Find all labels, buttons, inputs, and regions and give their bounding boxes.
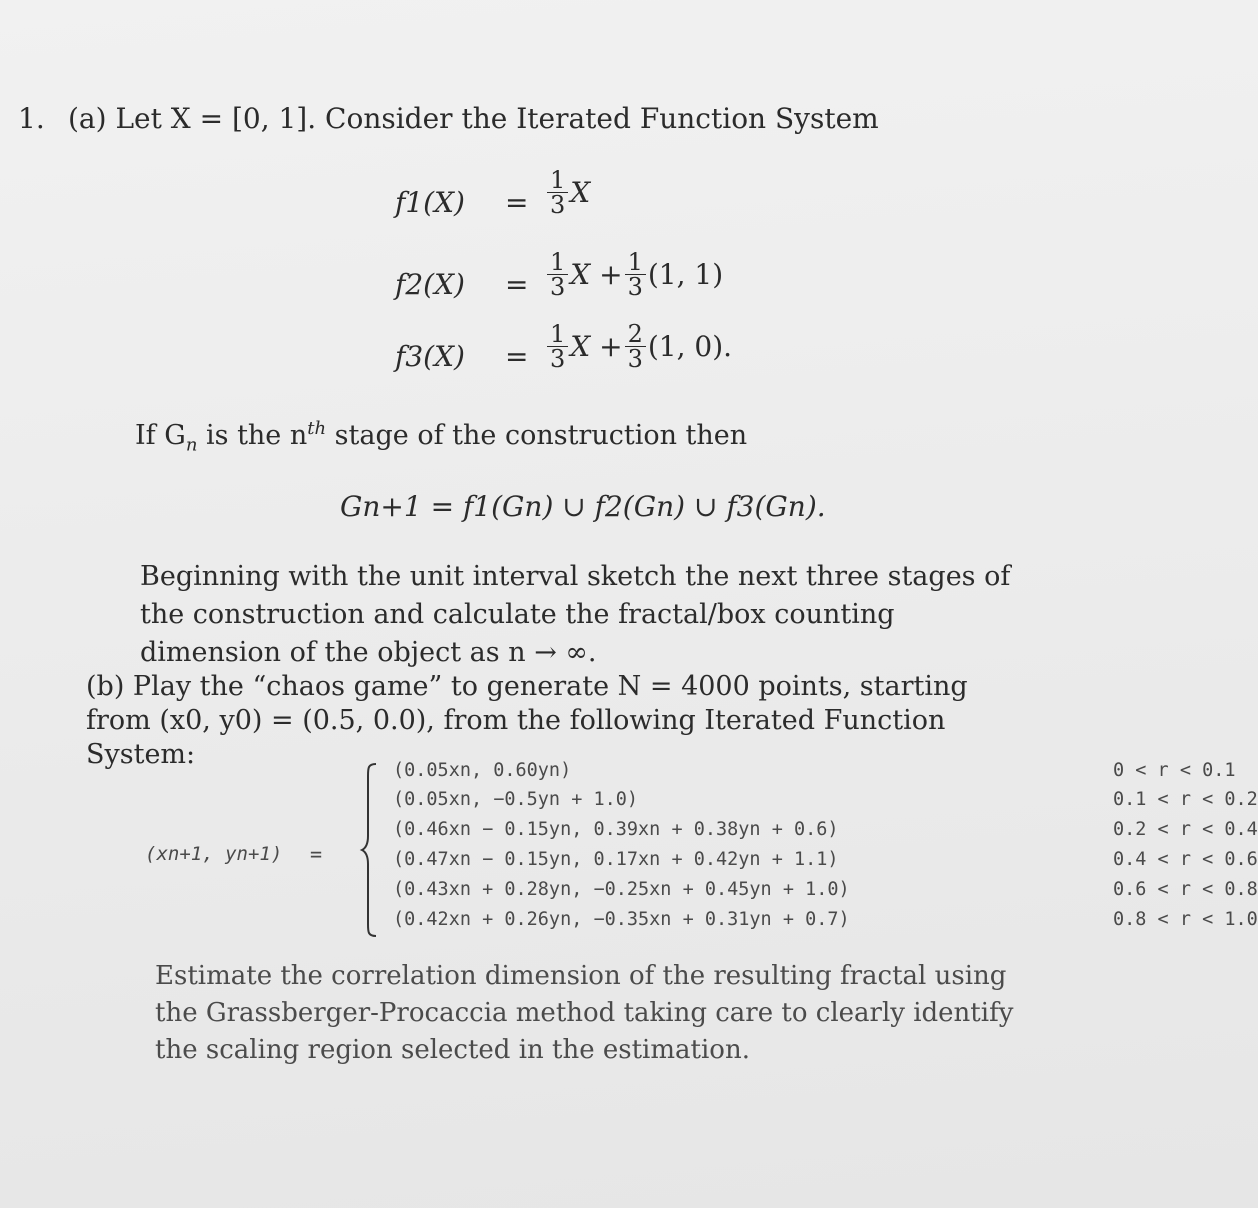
system-row-condition: 0.8 < r < 1.0 bbox=[1113, 909, 1258, 930]
equation-lhs: f3(X) bbox=[395, 340, 465, 373]
fraction-numerator: 1 bbox=[550, 248, 566, 276]
question-number: 1. bbox=[18, 102, 45, 135]
stage-definition-line bbox=[135, 418, 747, 455]
system-row-expr: (0.05xn, 0.60yn) bbox=[393, 760, 572, 781]
equals-sign: = bbox=[310, 842, 323, 866]
left-brace-icon bbox=[360, 762, 378, 938]
system-row-condition: 0.6 < r < 0.8 bbox=[1113, 879, 1258, 900]
system-row-condition: 0.1 < r < 0.2 bbox=[1113, 789, 1258, 810]
equals-sign: = bbox=[505, 186, 529, 219]
equation-term: (1, 1) bbox=[647, 258, 724, 291]
superscript: th bbox=[307, 418, 327, 439]
equation-rhs bbox=[545, 250, 723, 299]
part-a-intro: (a) Let X = [0, 1]. Consider the Iterated Function System bbox=[68, 102, 879, 135]
system-row-expr: (0.05xn, −0.5yn + 1.0) bbox=[393, 789, 639, 810]
system-row-condition: 0 < r < 0.1 bbox=[1113, 760, 1236, 781]
recursion-formula: Gn+1 = f1(Gn) ∪ f2(Gn) ∪ f3(Gn). bbox=[340, 490, 826, 523]
system-row-expr: (0.46xn − 0.15yn, 0.39xn + 0.38yn + 0.6) bbox=[393, 819, 839, 840]
equation-term: X + bbox=[570, 330, 623, 363]
equation-lhs: f2(X) bbox=[395, 268, 465, 301]
system-row-expr: (0.43xn + 0.28yn, −0.25xn + 0.45yn + 1.0) bbox=[393, 879, 850, 900]
fraction bbox=[625, 250, 646, 299]
system-row-condition: 0.4 < r < 0.6 bbox=[1113, 849, 1258, 870]
equation-term: (1, 0). bbox=[647, 330, 733, 363]
system-row-expr: (0.42xn + 0.26yn, −0.35xn + 0.31yn + 0.7) bbox=[393, 909, 850, 930]
text-fragment: is the n bbox=[197, 420, 308, 451]
fraction-numerator: 1 bbox=[627, 248, 643, 276]
equals-sign: = bbox=[505, 268, 529, 301]
equation-rhs bbox=[545, 322, 732, 371]
fraction-numerator: 1 bbox=[550, 320, 566, 348]
equation-term: X bbox=[570, 176, 591, 209]
subscript: n bbox=[185, 434, 198, 456]
fraction-numerator: 2 bbox=[627, 320, 643, 348]
equals-sign: = bbox=[505, 340, 529, 373]
fraction bbox=[547, 322, 568, 371]
fraction bbox=[625, 322, 646, 371]
fraction-denominator: 3 bbox=[550, 273, 566, 301]
equation-lhs: f1(X) bbox=[395, 186, 465, 219]
system-lhs: (xn+1, yn+1) bbox=[145, 843, 283, 865]
fraction-denominator: 3 bbox=[627, 345, 643, 373]
fraction-denominator: 3 bbox=[550, 191, 566, 219]
fraction-denominator: 3 bbox=[627, 273, 643, 301]
system-row-expr: (0.47xn − 0.15yn, 0.17xn + 0.42yn + 1.1) bbox=[393, 849, 839, 870]
part-a-task: Beginning with the unit interval sketch the next three stages of the construction and calculate the fractal/box counting dimension of the object as n → ∞. bbox=[140, 561, 1011, 668]
fraction-numerator: 1 bbox=[550, 166, 566, 194]
system-row-condition: 0.2 < r < 0.4 bbox=[1113, 819, 1258, 840]
text-fragment: stage of the construction then bbox=[326, 420, 748, 451]
fraction bbox=[547, 168, 568, 217]
part-b-intro: (b) Play the “chaos game” to generate N = 4000 points, starting from (x0, y0) = (0.5, 0.0), from the following Iterated Function System: bbox=[86, 671, 968, 770]
fraction bbox=[547, 250, 568, 299]
part-b-task: Estimate the correlation dimension of the resulting fractal using the Grassberger-Procaccia method taking care to clearly identify the scaling region selected in the estimation. bbox=[155, 961, 1014, 1065]
text-fragment: If G bbox=[135, 420, 186, 451]
equation-term: X + bbox=[570, 258, 623, 291]
equation-rhs bbox=[545, 168, 590, 217]
fraction-denominator: 3 bbox=[550, 345, 566, 373]
